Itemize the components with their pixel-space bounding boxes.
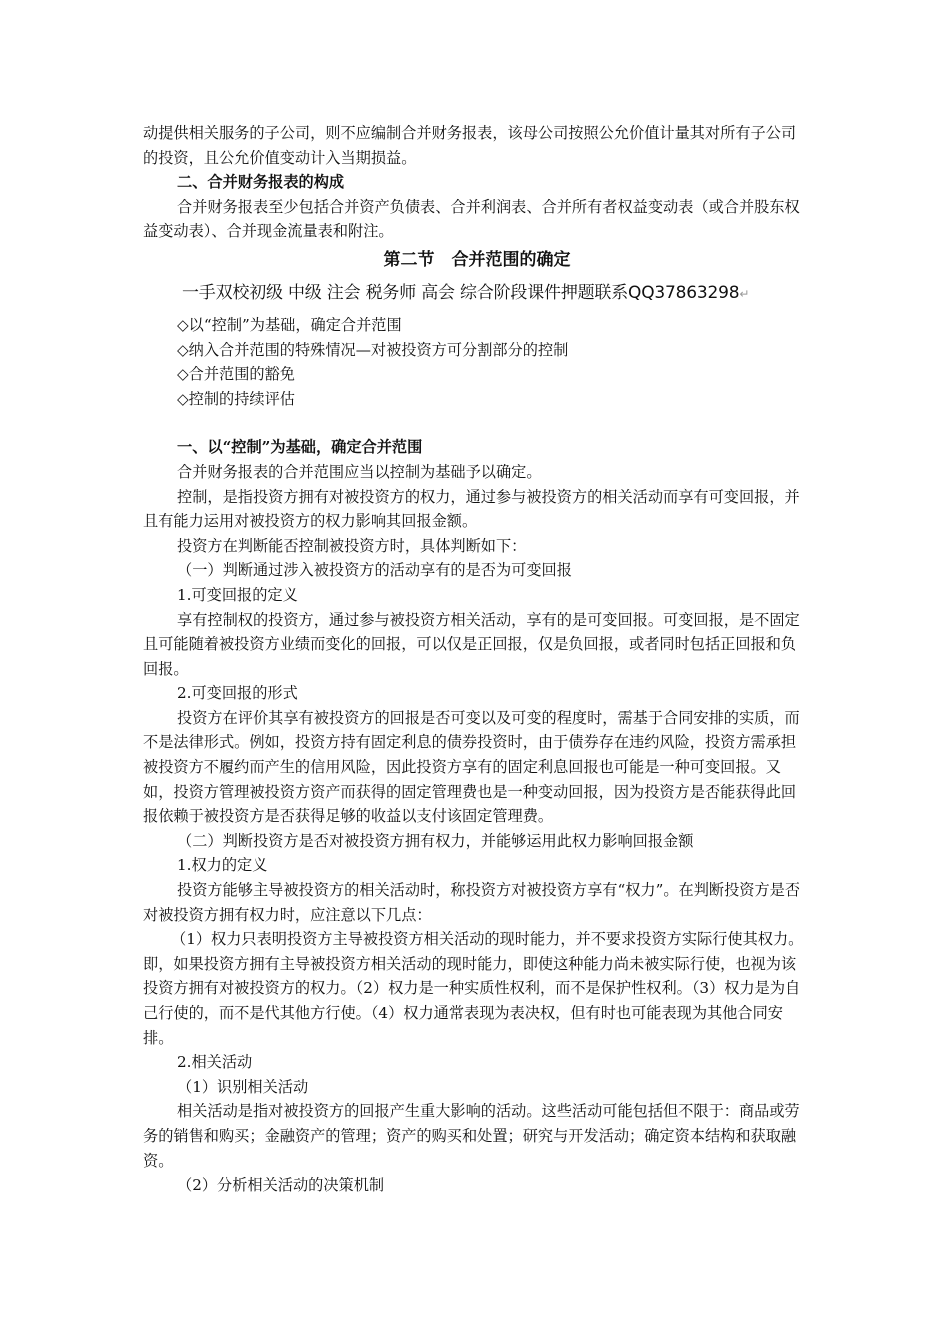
- promo-text: 一手双校初级 中级 注会 税务师 高会 综合阶段课件押题联系QQ37863298: [182, 282, 740, 303]
- paragraph: （1）权力只表明投资方主导被投资方相关活动的现时能力，并不要求投资方实际行使其权力。即，如果投资方拥有主导被投资方相关活动的现时能力，即使这种能力尚未被实际行使，也视为该投资方拥有对被投资方的权力。（2）权力是一种实质性权利，而不是保护性权利。（3）权力是为自己行使的，而不是代其他方行使。（4）权力通常表现为表决权，但有时也可能表现为其他合同安排。: [143, 930, 804, 1047]
- paragraph: 动提供相关服务的子公司，则不应编制合并财务报表，该母公司按照公允价值计量其对所有子公司的投资，且公允价值变动计入当期损益。: [143, 124, 797, 167]
- subheading: 2.相关活动: [177, 1053, 253, 1072]
- document-body: [143, 121, 811, 1198]
- subheading: （一）判断通过涉入被投资方的活动享有的是否为可变回报: [177, 561, 572, 580]
- bullet-item: ◇控制的持续评估: [177, 389, 295, 408]
- return-mark-icon: ↵: [739, 286, 750, 301]
- subheading: （1）识别相关活动: [177, 1077, 309, 1096]
- paragraph: 合并财务报表的合并范围应当以控制为基础予以确定。: [177, 462, 542, 481]
- bullet-item: ◇纳入合并范围的特殊情况—对被投资方可分割部分的控制: [177, 340, 569, 359]
- spacer: [143, 411, 811, 435]
- paragraph: 投资方能够主导被投资方的相关活动时，称投资方对被投资方享有“权力”。在判断投资方是否对被投资方拥有权力时，应注意以下几点：: [143, 881, 801, 924]
- paragraph: 享有控制权的投资方，通过参与被投资方相关活动，享有的是可变回报。可变回报，是不固定且可能随着被投资方业绩而变化的回报，可以仅是正回报，仅是负回报，或者同时包括正回报和负回报。: [143, 610, 800, 678]
- subheading: 1.可变回报的定义: [177, 585, 298, 604]
- paragraph: 投资方在判断能否控制被投资方时，具体判断如下：: [177, 536, 527, 555]
- heading-control: 一、以“控制”为基础，确定合并范围: [177, 438, 423, 457]
- paragraph: 合并财务报表至少包括合并资产负债表、合并利润表、合并所有者权益变动表（或合并股东权益变动表）、合并现金流量表和附注。: [143, 197, 800, 241]
- bullet-item: ◇合并范围的豁免: [177, 365, 295, 384]
- paragraph: 控制，是指投资方拥有对被投资方的权力，通过参与被投资方的相关活动而享有可变回报，并且有能力运用对被投资方的权力影响其回报金额。: [143, 487, 800, 531]
- subheading: 2.可变回报的形式: [177, 684, 298, 703]
- promo-line: [182, 280, 811, 307]
- paragraph: 相关活动是指对被投资方的回报产生重大影响的活动。这些活动可能包括但不限于：商品或劳务的销售和购买；金融资产的管理；资产的购买和处置；研究与开发活动；确定资本结构和获取融资。: [143, 1102, 800, 1170]
- subheading: （2）分析相关活动的决策机制: [177, 1176, 385, 1195]
- subheading: （二）判断投资方是否对被投资方拥有权力，并能够运用此权力影响回报金额: [177, 831, 694, 850]
- subheading: 1.权力的定义: [177, 856, 268, 875]
- bullet-item: ◇以“控制”为基础，确定合并范围: [177, 315, 402, 334]
- paragraph: 投资方在评价其享有被投资方的回报是否可变以及可变的程度时，需基于合同安排的实质，而不是法律形式。例如，投资方持有固定利息的债券投资时，由于债券存在违约风险，投资方需承担被投资方不履约而产生的信用风险，因此投资方享有的固定利息回报也可能是一种可变回报。又如，投资方管理被投资方资产而获得的固定管理费也是一种变动回报，因为投资方是否能获得此回报依赖于被投资方是否获得足够的收益以支付该固定管理费。: [143, 708, 800, 826]
- section-title: 第二节 合并范围的确定: [383, 249, 571, 270]
- heading-composition: 二、合并财务报表的构成: [177, 173, 345, 192]
